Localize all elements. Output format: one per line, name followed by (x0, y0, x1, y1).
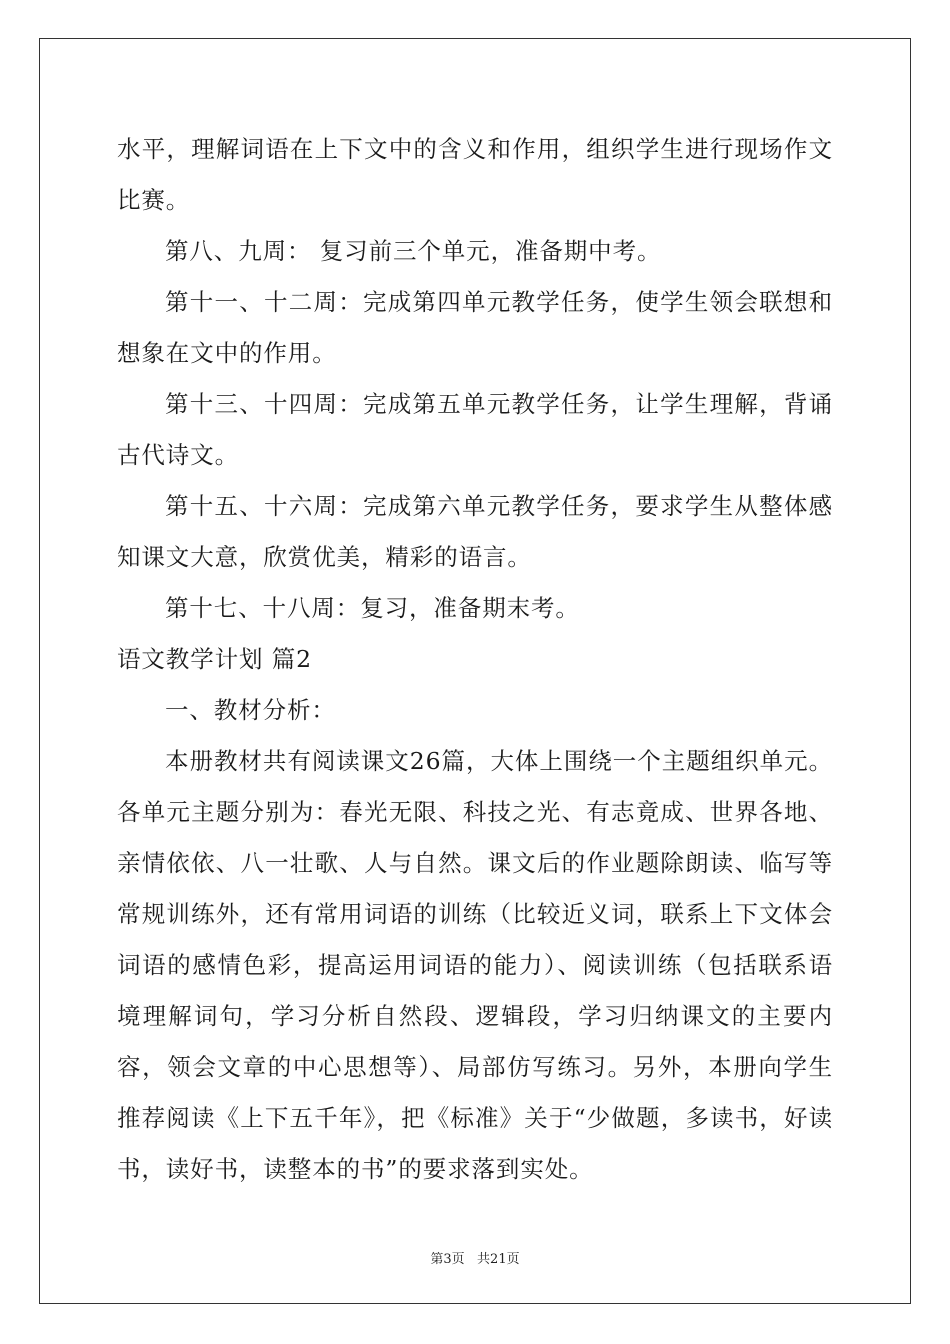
paragraph-2: 第八、九周： 复习前三个单元，准备期中考。 (165, 237, 662, 265)
document-body (117, 124, 833, 1195)
page-number: 第3页 共21页 (430, 1252, 520, 1267)
section-heading: 语文教学计划 篇2 (117, 645, 313, 673)
paragraph-1: 水平，理解词语在上下文中的含义和作用，组织学生进行现场作文比赛。 (117, 135, 833, 214)
paragraph-6: 第十七、十八周：复习，准备期末考。 (165, 594, 580, 622)
paragraph-5: 第十五、十六周：完成第六单元教学任务，要求学生从整体感知课文大意，欣赏优美，精彩的语言。 (117, 492, 833, 571)
page-footer (0, 1248, 950, 1267)
paragraph-3: 第十一、十二周：完成第四单元教学任务，使学生领会联想和想象在文中的作用。 (117, 288, 833, 367)
subsection-heading: 一、教材分析： (165, 696, 336, 724)
paragraph-4: 第十三、十四周：完成第五单元教学任务，让学生理解，背诵古代诗文。 (117, 390, 833, 469)
paragraph-9: 本册教材共有阅读课文26篇，大体上围绕一个主题组织单元。各单元主题分别为：春光无限、科技之光、有志竟成、世界各地、亲情依依、八一壮歌、人与自然。课文后的作业题除朗读、临写等常规训练外，还有常用词语的训练（比较近义词，联系上下文体会词语的感情色彩，提高运用词语的能力）、阅读训练（包括联系语境理解词句，学习分析自然段、逻辑段，学习归纳课文的主要内容，领会文章的中心思想等）、局部仿写练习。另外，本册向学生推荐阅读《上下五千年》，把《标准》关于“少做题，多读书，好读书，读好书，读整本的书”的要求落到实处。 (117, 747, 833, 1183)
